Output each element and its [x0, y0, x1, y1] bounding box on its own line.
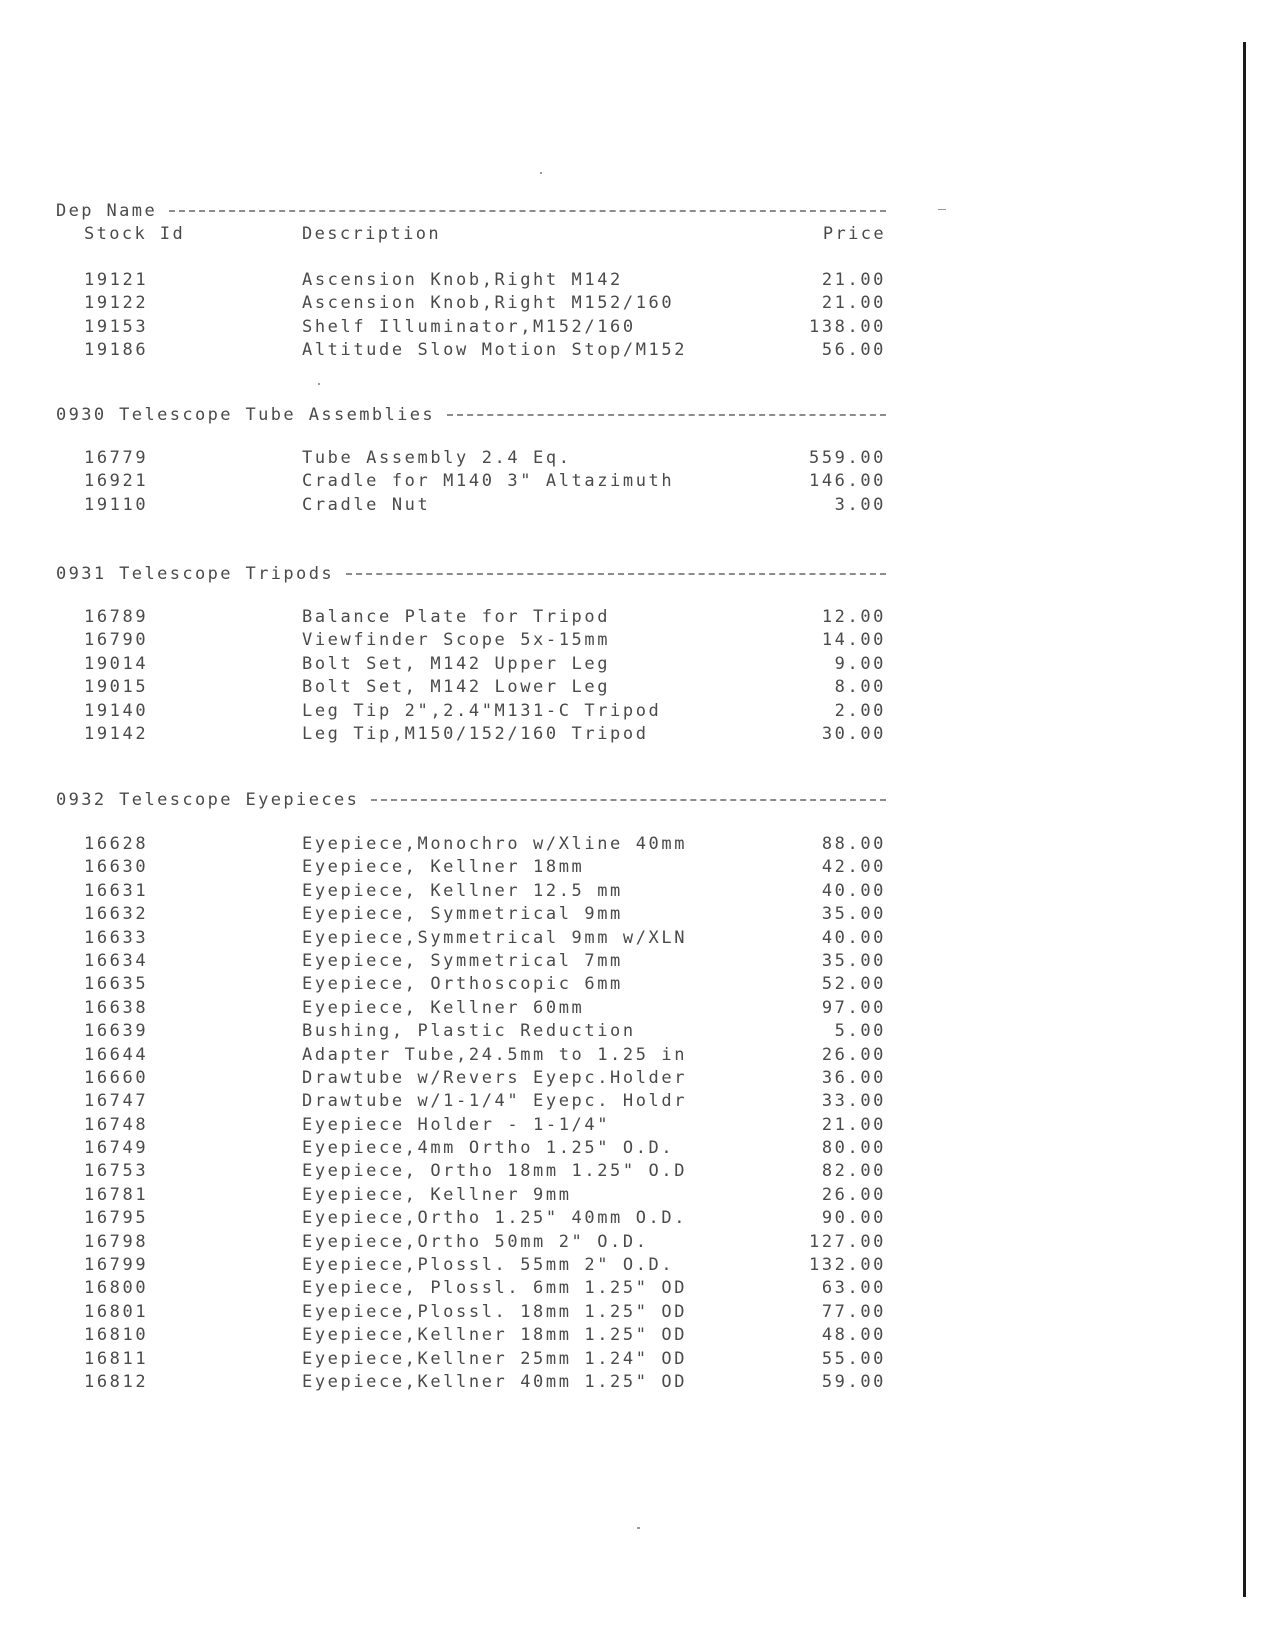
list-item [56, 1161, 886, 1184]
price: 3.00 [834, 494, 886, 515]
section-eyepieces [56, 787, 886, 1395]
price: 36.00 [821, 1067, 886, 1088]
list-item [56, 1115, 886, 1138]
price: 56.00 [821, 340, 886, 361]
list-item [56, 904, 886, 927]
list-item [56, 471, 886, 494]
description: Eyepiece,Kellner 18mm 1.25" OD [302, 1325, 688, 1346]
column-headers [56, 224, 886, 248]
description: Eyepiece, Symmetrical 7mm [302, 950, 623, 971]
list-item [56, 677, 886, 700]
list-item [56, 317, 886, 340]
list-item [56, 654, 886, 677]
price: 80.00 [821, 1138, 886, 1159]
list-item [56, 1232, 886, 1255]
stock-id: 16799 [84, 1255, 149, 1276]
description: Cradle for M140 3" Altazimuth [302, 471, 675, 492]
stock-id: 19186 [84, 340, 149, 361]
stock-id: 16801 [84, 1301, 149, 1322]
stock-id: 19140 [84, 700, 149, 721]
list-item [56, 495, 886, 518]
col-price: Price [822, 224, 886, 244]
list-item [56, 724, 886, 747]
section-header [56, 402, 886, 428]
description: Adapter Tube,24.5mm to 1.25 in [302, 1044, 688, 1065]
description: Eyepiece,Ortho 50mm 2" O.D. [302, 1231, 649, 1252]
price: 21.00 [821, 270, 886, 290]
section-header [56, 561, 886, 587]
stock-id: 19110 [84, 494, 149, 515]
stock-id: 16628 [84, 834, 149, 854]
section-header [56, 787, 886, 813]
list-item [56, 607, 886, 630]
price: 90.00 [821, 1208, 886, 1229]
item-list [56, 834, 886, 1395]
description: Eyepiece,Ortho 1.25" 40mm O.D. [302, 1208, 688, 1229]
list-item [56, 1045, 886, 1068]
stock-id: 19121 [84, 270, 149, 290]
section-title: 0932 Telescope Eyepieces [56, 790, 360, 810]
stock-id: 16638 [84, 997, 149, 1018]
price: 8.00 [834, 677, 886, 698]
list-item [56, 293, 886, 316]
description: Altitude Slow Motion Stop/M152 [302, 340, 688, 361]
stock-id: 16749 [84, 1138, 149, 1159]
list-item [56, 1091, 886, 1114]
description: Shelf Illuminator,M152/160 [302, 316, 636, 337]
stock-id: 19122 [84, 293, 149, 314]
list-item [56, 951, 886, 974]
description: Eyepiece, Kellner 12.5 mm [302, 880, 623, 901]
list-item [56, 1325, 886, 1348]
stock-id: 16634 [84, 950, 149, 971]
description: Leg Tip,M150/152/160 Tripod [302, 723, 649, 744]
stock-id: 16644 [84, 1044, 149, 1065]
stock-id: 16633 [84, 927, 149, 948]
price: 2.00 [834, 700, 886, 721]
description: Eyepiece Holder - 1-1/4" [302, 1114, 611, 1135]
description: Tube Assembly 2.4 Eq. [302, 448, 572, 468]
price: 55.00 [821, 1348, 886, 1369]
price: 52.00 [821, 974, 886, 995]
price: 88.00 [821, 834, 886, 854]
price: 40.00 [821, 927, 886, 948]
stock-id: 16921 [84, 471, 149, 492]
list-item [56, 1138, 886, 1161]
section-title: 0931 Telescope Tripods [56, 564, 334, 584]
stock-id: 19014 [84, 653, 149, 674]
description: Eyepiece, Ortho 18mm 1.25" O.D [302, 1161, 688, 1182]
stock-id: 16812 [84, 1371, 149, 1392]
description: Eyepiece,Monochro w/Xline 40mm [302, 834, 688, 854]
price: 146.00 [808, 471, 886, 492]
description: Leg Tip 2",2.4"M131-C Tripod [302, 700, 662, 721]
list-item [56, 270, 886, 293]
dashed-rule [346, 573, 886, 575]
list-item [56, 998, 886, 1021]
col-stock-id: Stock Id [84, 224, 186, 244]
stock-id: 16795 [84, 1208, 149, 1229]
price: 132.00 [808, 1255, 886, 1276]
section-dep-name [56, 198, 886, 364]
list-item [56, 974, 886, 997]
description: Balance Plate for Tripod [302, 607, 611, 627]
dashed-rule [371, 799, 886, 801]
list-item [56, 1302, 886, 1325]
item-list [56, 607, 886, 747]
list-item [56, 857, 886, 880]
stock-id: 19142 [84, 723, 149, 744]
list-item [56, 1349, 886, 1372]
stock-id: 16748 [84, 1114, 149, 1135]
price: 127.00 [808, 1231, 886, 1252]
stock-id: 16800 [84, 1278, 149, 1299]
price: 138.00 [808, 316, 886, 337]
list-item [56, 448, 886, 471]
description: Eyepiece, Kellner 60mm [302, 997, 585, 1018]
price: 35.00 [821, 950, 886, 971]
description: Bolt Set, M142 Lower Leg [302, 677, 611, 698]
price: 35.00 [821, 904, 886, 925]
description: Eyepiece, Symmetrical 9mm [302, 904, 623, 925]
description: Eyepiece, Kellner 18mm [302, 857, 585, 878]
list-item [56, 1255, 886, 1278]
price: 559.00 [808, 448, 886, 468]
stock-id: 16632 [84, 904, 149, 925]
list-item [56, 340, 886, 363]
description: Eyepiece, Orthoscopic 6mm [302, 974, 623, 995]
stock-id: 19153 [84, 316, 149, 337]
description: Eyepiece,Plossl. 55mm 2" O.D. [302, 1255, 675, 1276]
description: Eyepiece,Kellner 25mm 1.24" OD [302, 1348, 688, 1369]
price: 63.00 [821, 1278, 886, 1299]
list-item [56, 1278, 886, 1301]
price: 30.00 [821, 723, 886, 744]
list-item [56, 701, 886, 724]
list-item [56, 1068, 886, 1091]
col-description: Description [302, 224, 441, 244]
section-tube-assemblies [56, 402, 886, 518]
description: Eyepiece, Kellner 9mm [302, 1184, 572, 1205]
stock-id: 16781 [84, 1184, 149, 1205]
description: Eyepiece,4mm Ortho 1.25" O.D. [302, 1138, 675, 1159]
stock-id: 16789 [84, 607, 149, 627]
price: 9.00 [834, 653, 886, 674]
list-item [56, 1185, 886, 1208]
description: Cradle Nut [302, 494, 431, 515]
price: 97.00 [821, 997, 886, 1018]
stock-id: 19015 [84, 677, 149, 698]
scan-speck [938, 209, 946, 210]
description: Bolt Set, M142 Upper Leg [302, 653, 611, 674]
price: 21.00 [821, 293, 886, 314]
stock-id: 16753 [84, 1161, 149, 1182]
price: 26.00 [821, 1184, 886, 1205]
dashed-rule [447, 414, 886, 416]
stock-id: 16779 [84, 448, 149, 468]
stock-id: 16660 [84, 1067, 149, 1088]
list-item [56, 630, 886, 653]
list-item [56, 1372, 886, 1395]
price: 33.00 [821, 1091, 886, 1112]
price: 5.00 [834, 1021, 886, 1042]
description: Drawtube w/Revers Eyepc.Holder [302, 1067, 688, 1088]
dashed-rule [169, 210, 886, 212]
scan-speck [540, 172, 542, 174]
list-item [56, 881, 886, 904]
description: Eyepiece,Symmetrical 9mm w/XLN [302, 927, 688, 948]
stock-id: 16790 [84, 630, 149, 651]
description: Eyepiece,Plossl. 18mm 1.25" OD [302, 1301, 688, 1322]
scan-margin-line [1243, 42, 1246, 1597]
stock-id: 16639 [84, 1021, 149, 1042]
description: Ascension Knob,Right M152/160 [302, 293, 675, 314]
price: 40.00 [821, 880, 886, 901]
price: 59.00 [821, 1371, 886, 1392]
section-title: Dep Name [56, 201, 158, 221]
price: 82.00 [821, 1161, 886, 1182]
section-header [56, 198, 886, 224]
scan-speck [318, 383, 320, 385]
stock-id: 16747 [84, 1091, 149, 1112]
stock-id: 16798 [84, 1231, 149, 1252]
price: 14.00 [821, 630, 886, 651]
stock-id: 16635 [84, 974, 149, 995]
item-list [56, 448, 886, 518]
list-item [56, 1021, 886, 1044]
list-item [56, 1208, 886, 1231]
description: Drawtube w/1-1/4" Eyepc. Holdr [302, 1091, 688, 1112]
price: 48.00 [821, 1325, 886, 1346]
price: 12.00 [821, 607, 886, 627]
description: Eyepiece, Plossl. 6mm 1.25" OD [302, 1278, 688, 1299]
list-item [56, 834, 886, 857]
description: Viewfinder Scope 5x-15mm [302, 630, 611, 651]
description: Eyepiece,Kellner 40mm 1.25" OD [302, 1371, 688, 1392]
item-list [56, 270, 886, 364]
stock-id: 16630 [84, 857, 149, 878]
list-item [56, 928, 886, 951]
stock-id: 16811 [84, 1348, 149, 1369]
section-title: 0930 Telescope Tube Assemblies [56, 405, 436, 425]
stock-id: 16631 [84, 880, 149, 901]
stock-id: 16810 [84, 1325, 149, 1346]
description: Bushing, Plastic Reduction [302, 1021, 636, 1042]
scan-speck [637, 1527, 640, 1529]
price: 77.00 [821, 1301, 886, 1322]
price: 26.00 [821, 1044, 886, 1065]
section-tripods [56, 561, 886, 747]
price: 42.00 [821, 857, 886, 878]
price: 21.00 [821, 1114, 886, 1135]
description: Ascension Knob,Right M142 [302, 270, 623, 290]
